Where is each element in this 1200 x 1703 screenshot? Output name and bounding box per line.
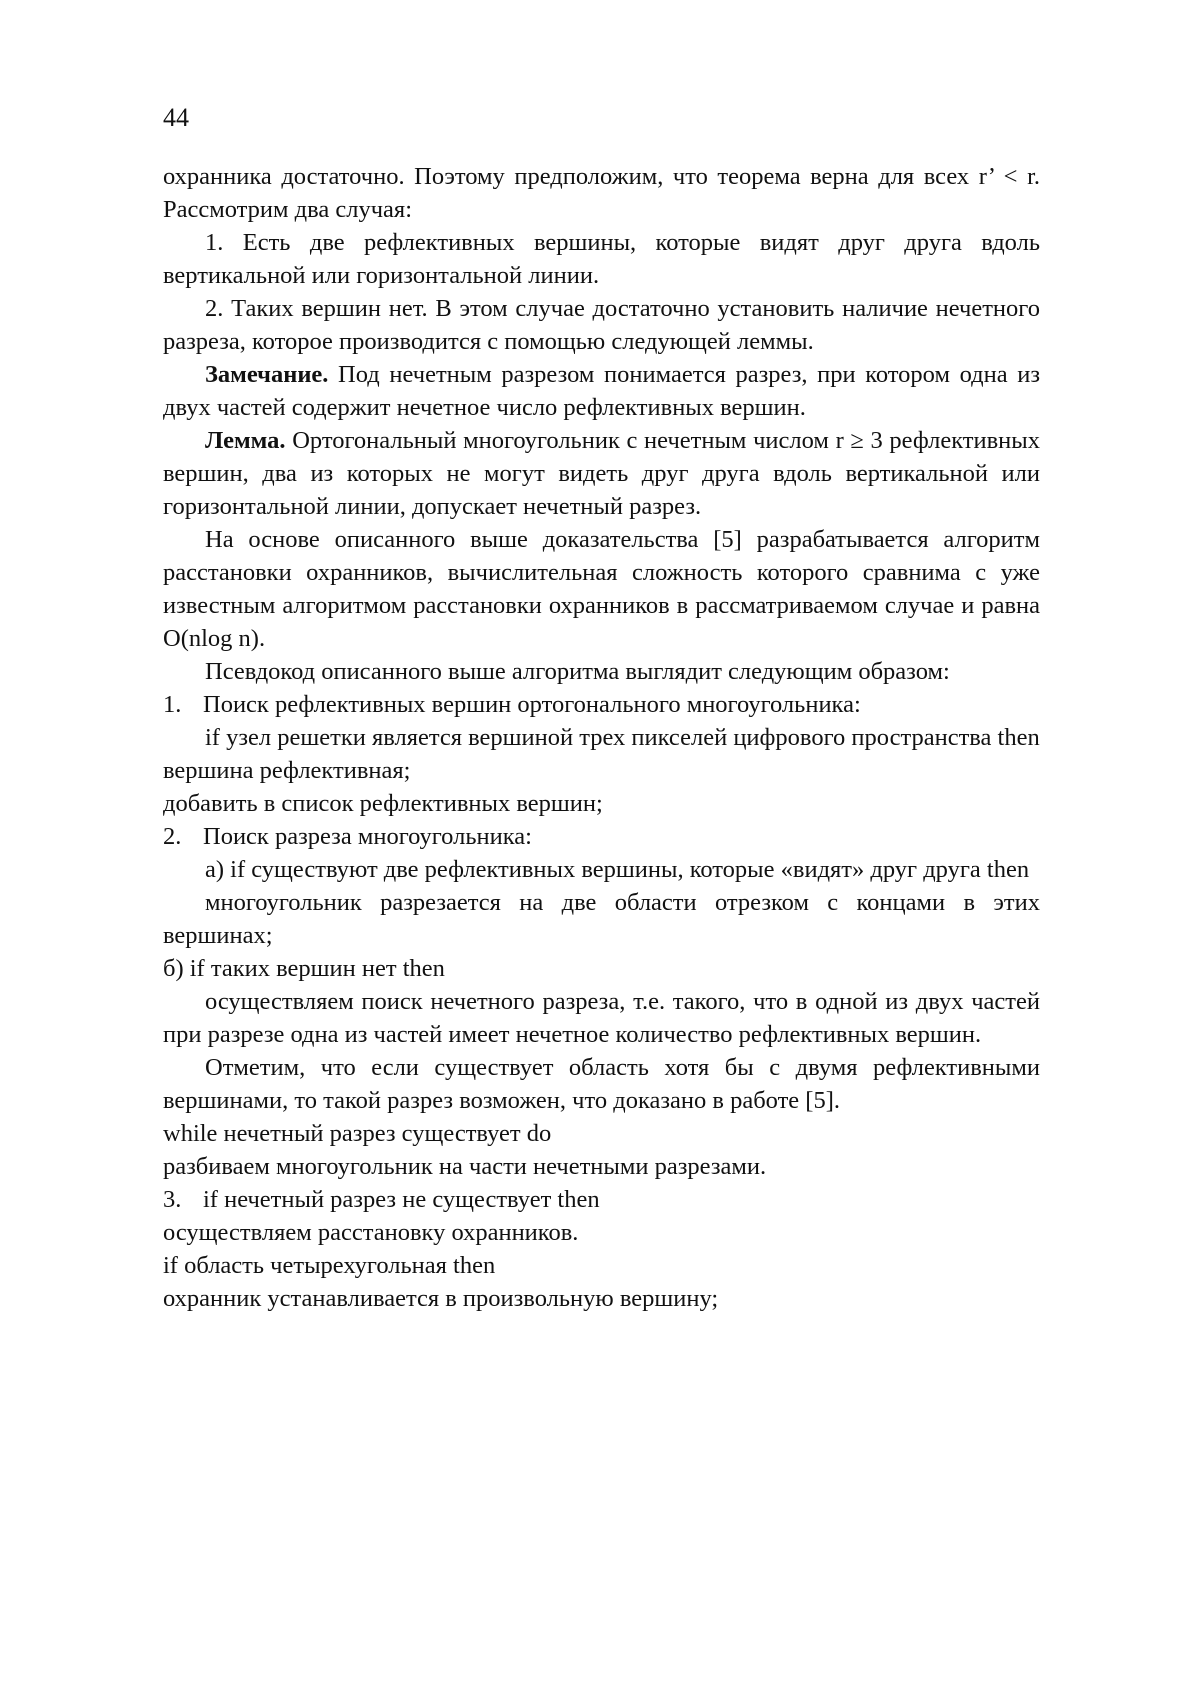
pseudocode-line: охранник устанавливается в произвольную вершину; [163,1285,719,1312]
pseudocode-line: if узел решетки является вершиной трех пикселей цифрового пространства then [205,724,1040,751]
lemma-label: Лемма. [205,427,286,454]
remark-label: Замечание. [205,361,329,388]
lemma-text: Ортогональный многоугольник с нечетным числом r ≥ 3 рефлективных вершин, два из которых не могут видеть друг друга вдоль вертикальной или горизонтальной линии, допускает нечетный разрез. [163,427,1040,520]
case-2-paragraph: 2. Таких вершин нет. В этом случае достаточно установить наличие нечетного разреза, которое производится с помощью следующей леммы. [163,295,1040,355]
pseudocode-step-1 [163,688,1040,721]
body-text [163,160,1040,1315]
pseudocode-line: а) if существуют две рефлективных вершины, которые «видят» друг друга then [205,856,1030,883]
pseudocode-line: многоугольник разрезается на две области отрезком с концами в этих вершинах; [163,889,1040,949]
pseudocode-line: вершина рефлективная; [163,757,411,784]
algorithm-paragraph: На основе описанного выше доказательства [5] разрабатывается алгоритм расстановки охранников, вычислительная сложность которого сравнима с уже известным алгоритмом расстановки охранников в рассматриваемом случае и равна O(nlog n). [163,526,1040,652]
pseudocode-line: разбиваем многоугольник на части нечетными разрезами. [163,1153,767,1180]
pseudocode-line: б) if таких вершин нет then [163,955,445,982]
step-2-text: Поиск разреза многоугольника: [203,823,532,850]
paragraph-continuation: охранника достаточно. Поэтому предположим, что теорема верна для всех r’ < r. Рассмотрим два случая: [163,163,1040,223]
pseudocode-line: if область четырехугольная then [163,1252,496,1279]
pseudocode-step-3 [163,1183,1040,1216]
case-1-paragraph: 1. Есть две рефлективных вершины, которые видят друг друга вдоль вертикальной или горизонтальной линии. [163,229,1040,289]
remark-paragraph [163,358,1040,424]
page-number: 44 [163,103,189,132]
step-3-text: if нечетный разрез не существует then [203,1186,600,1213]
step-2-number: 2. [163,823,182,850]
step-1-text: Поиск рефлективных вершин ортогонального многоугольника: [203,691,861,718]
step-1-number: 1. [163,691,182,718]
remark-text: Под нечетным разрезом понимается разрез, при котором одна из двух частей содержит нечетное число рефлективных вершин. [163,361,1040,421]
step-3-number: 3. [163,1186,182,1213]
pseudocode-line: осуществляем поиск нечетного разреза, т.е. такого, что в одной из двух частей при разрезе одна из частей имеет нечетное количество рефлективных вершин. [163,988,1040,1048]
pseudocode-line: while нечетный разрез существует do [163,1120,552,1147]
note-paragraph: Отметим, что если существует область хотя бы с двумя рефлективными вершинами, то такой разрез возможен, что доказано в работе [5]. [163,1054,1040,1114]
pseudocode-step-2 [163,820,1040,853]
pseudocode-line: осуществляем расстановку охранников. [163,1219,579,1246]
lemma-paragraph [163,424,1040,523]
pseudocode-line: добавить в список рефлективных вершин; [163,790,603,817]
pseudocode-intro: Псевдокод описанного выше алгоритма выглядит следующим образом: [205,658,950,685]
